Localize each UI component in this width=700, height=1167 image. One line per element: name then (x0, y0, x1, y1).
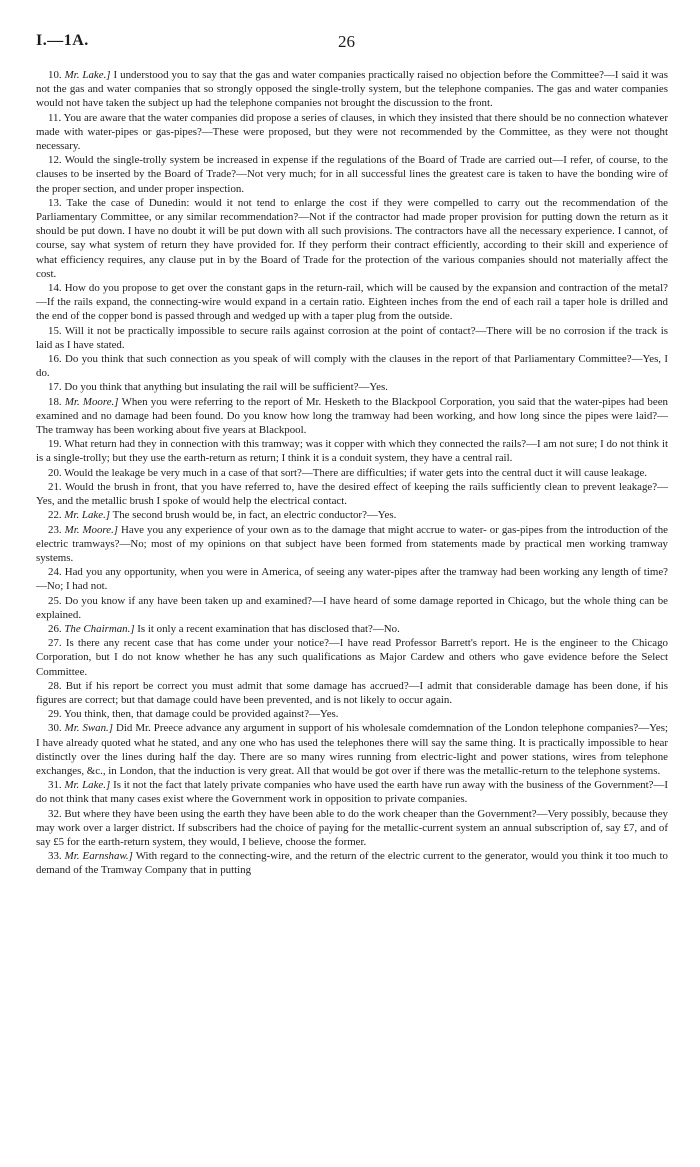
question-number: 19. (48, 438, 62, 451)
question-number: 14. (48, 282, 62, 295)
question-number: 24. (48, 566, 62, 579)
question-number: 12. (48, 154, 62, 167)
question-paragraph (36, 111, 668, 154)
question-paragraph (36, 508, 668, 522)
question-paragraph (36, 153, 668, 196)
speaker-name: Mr. Earnshaw.] (64, 850, 133, 863)
question-text: Take the case of Dunedin: would it not tend to enlarge the cost if they were compelled to carry out the recommendation of the Parliamentary Committee, or any similar recommendation?—Not if the contractor had made proper provision for putting down the return as it should be put down. I have no doubt it will be put down with all such provisions. The contractors have all the necessary experience. I cannot, of course, say what system of return they have provided for. If they perform their contract efficiently, according to their skill and experience of what efficiency requires, any clause put in by the Board of Trade for the protection of the various companies should not materially affect the cost. (36, 196, 668, 280)
question-text: The second brush would be, in fact, an electric conductor?—Yes. (112, 509, 397, 522)
question-number: 20. (48, 466, 62, 479)
question-number: 32. (48, 807, 62, 820)
question-paragraph (36, 721, 668, 778)
question-paragraph (36, 281, 668, 324)
question-text: What return had they in connection with this tramway; was it copper with which they connected the rails?—I am not sure; I do not think it is a single-trolly; but they use the earth-return as return; I think it is a conduit system, they have a central rail. (36, 438, 669, 465)
paper-reference: I.—1A. (36, 32, 89, 49)
testimony-body (36, 68, 668, 878)
question-text: But where they have been using the earth they have been able to do the work cheaper than the Government?—Very possibly, because they may work over a larger district. If subscribers had the choice of paying for the metallic-current system an annual subscription of, say £7, and of say £5 for the earth-return system, they would, I believe, choose the former. (36, 807, 668, 848)
question-number: 28. (48, 679, 62, 692)
question-paragraph (36, 636, 668, 679)
question-number: 29. (48, 708, 62, 721)
question-number: 21. (48, 480, 62, 493)
question-text: I understood you to say that the gas and water companies practically raised no objection before the Committee?—I said it was not the gas and water companies that so strongly opposed the single-trolly system, but the telephone companies. The gas and water companies would not have taken the subject up had the telephone companies not brought the discussion to the front. (36, 69, 668, 110)
question-text: When you were referring to the report of Mr. Hesketh to the Blackpool Corporation, you said that the water-pipes had been examined and no damage had been found. Do you know how long the tramway had been working, and how long since the pipes were laid?—The tramway has been working about five years at Blackpool. (36, 395, 668, 437)
question-number: 27. (48, 637, 62, 650)
question-number: 16. (48, 353, 62, 366)
question-paragraph (36, 679, 668, 707)
speaker-name: Mr. Moore.] (64, 395, 119, 408)
question-paragraph (36, 380, 668, 394)
question-text: Do you think that anything but insulating the rail will be sufficient?—Yes. (64, 381, 388, 394)
question-text: Do you know if any have been taken up and examined?—I have heard of some damage reported in Chicago, but the whole thing can be explained. (36, 594, 668, 621)
page-header (36, 32, 668, 60)
question-number: 23. (48, 523, 62, 536)
speaker-name: Mr. Lake.] (64, 779, 111, 792)
question-number: 17. (48, 381, 62, 394)
question-paragraph (36, 437, 668, 465)
speaker-name: Mr. Lake.] (64, 509, 111, 522)
question-paragraph (36, 466, 668, 480)
question-text: Had you any opportunity, when you were in America, of seeing any water-pipes after the tramway had been working any length of time?—No; I had not. (36, 566, 668, 593)
question-number: 25. (48, 594, 62, 607)
question-number: 33. (48, 850, 62, 863)
speaker-name: Mr. Lake.] (64, 69, 111, 81)
question-paragraph (36, 778, 668, 806)
question-paragraph (36, 324, 668, 352)
question-number: 10. (48, 69, 62, 81)
question-paragraph (36, 807, 668, 850)
question-text: Will it not be practically impossible to secure rails against corrosion at the point of contact?—There will be no corrosion if the track is laid as I have stated. (36, 324, 668, 351)
question-paragraph (36, 523, 668, 566)
question-number: 18. (48, 395, 62, 408)
question-paragraph (36, 395, 668, 438)
question-paragraph (36, 594, 668, 622)
question-text: But if his report be correct you must admit that some damage has accrued?—I admit that considerable damage has been done, if his figures are correct; but that damage could have been prevented, and is not likely to occur again. (36, 679, 668, 706)
page-number: 26 (338, 32, 355, 51)
question-text: Do you think that such connection as you speak of will comply with the clauses in the report of that Parliamentary Committee?—Yes, I do. (36, 353, 668, 380)
question-paragraph (36, 196, 668, 281)
question-text: How do you propose to get over the constant gaps in the return-rail, which will be caused by the expansion and contraction of the metal?—If the rails expand, the connecting-wire would expand in a certain ratio. Eighteen inches from the end of each rail a taper hole is drilled and the end of the copper bond is passed through and wedged up with a taper plug from the outside. (36, 282, 668, 323)
question-paragraph (36, 622, 668, 636)
speaker-name: Mr. Moore.] (64, 523, 119, 536)
question-text: Would the single-trolly system be increased in expense if the regulations of the Board of Trade are carried out—I refer, of course, to the clauses to be inserted by the Board of Trade?—Not very much; for in all successful lines the greatest care is taken to have the bonding wire of the proper section, and under proper inspection. (36, 154, 668, 195)
question-text: With regard to the connecting-wire, and the return of the electric current to the generator, would you think it too much to demand of the Tramway Company that in putting (36, 850, 668, 877)
question-paragraph (36, 352, 668, 380)
question-paragraph (36, 707, 668, 721)
question-number: 11. (48, 111, 62, 124)
question-text: Would the leakage be very much in a case of that sort?—There are difficulties; if water gets into the central duct it will cause leakage. (64, 466, 648, 479)
question-text: Would the brush in front, that you have referred to, have the desired effect of keeping the rails sufficiently clean to prevent leakage?—Yes, and the metallic brush I spoke of would help the electrical contact. (36, 480, 668, 508)
question-paragraph (36, 849, 668, 877)
question-text: Is it only a recent examination that has disclosed that?—No. (137, 622, 400, 635)
question-paragraph (36, 68, 668, 111)
question-paragraph (36, 480, 668, 508)
question-paragraph (36, 565, 668, 593)
question-number: 22. (48, 509, 62, 522)
question-text: Is there any recent case that has come under your notice?—I have read Professor Barrett's report. He is the engineer to the Chicago Corporation, but I do not know whether he has any such qualifications as Major Cardew and others who gave evidence before the Select Committee. (36, 637, 668, 678)
question-number: 30. (48, 722, 62, 735)
speaker-name: Mr. Swan.] (64, 722, 114, 735)
question-text: Have you any experience of your own as to the damage that might accrue to water- or gas-pipes from the introduction of the electric tramways?—No; most of my opinions on that subject have been formed from statements made by practical men working tramway systems. (36, 523, 668, 564)
question-number: 31. (48, 779, 62, 792)
question-number: 13. (48, 196, 62, 209)
question-number: 15. (48, 324, 62, 337)
question-text: You think, then, that damage could be provided against?—Yes. (63, 708, 339, 721)
speaker-name: The Chairman.] (64, 622, 135, 635)
question-text: Is it not the fact that lately private companies who have used the earth have run away with the business of the Government?—I do not think that many cases exist where the Government work in opposition to private companies. (36, 779, 668, 806)
question-text: Did Mr. Preece advance any argument in support of his wholesale comdemnation of the London telephone companies?—Yes; I have already quoted what he stated, and any one who has used the telephones there will say the same thing. It is practically impossible to hear distinctly over the lines during half the day. There are so many wires running from electric-light and power stations, wires from telephone exchanges, &c., in London, that the induction is very great. All that would be got over if there was the metallic-return to the telephone systems. (36, 722, 668, 777)
question-text: You are aware that the water companies did propose a series of clauses, in which they insisted that there should be no connection whatever made with water-pipes or gas-pipes?—These were proposed, but they were not recommended by the Committee, as they were not thought necessary. (36, 111, 668, 153)
question-number: 26. (48, 622, 62, 635)
